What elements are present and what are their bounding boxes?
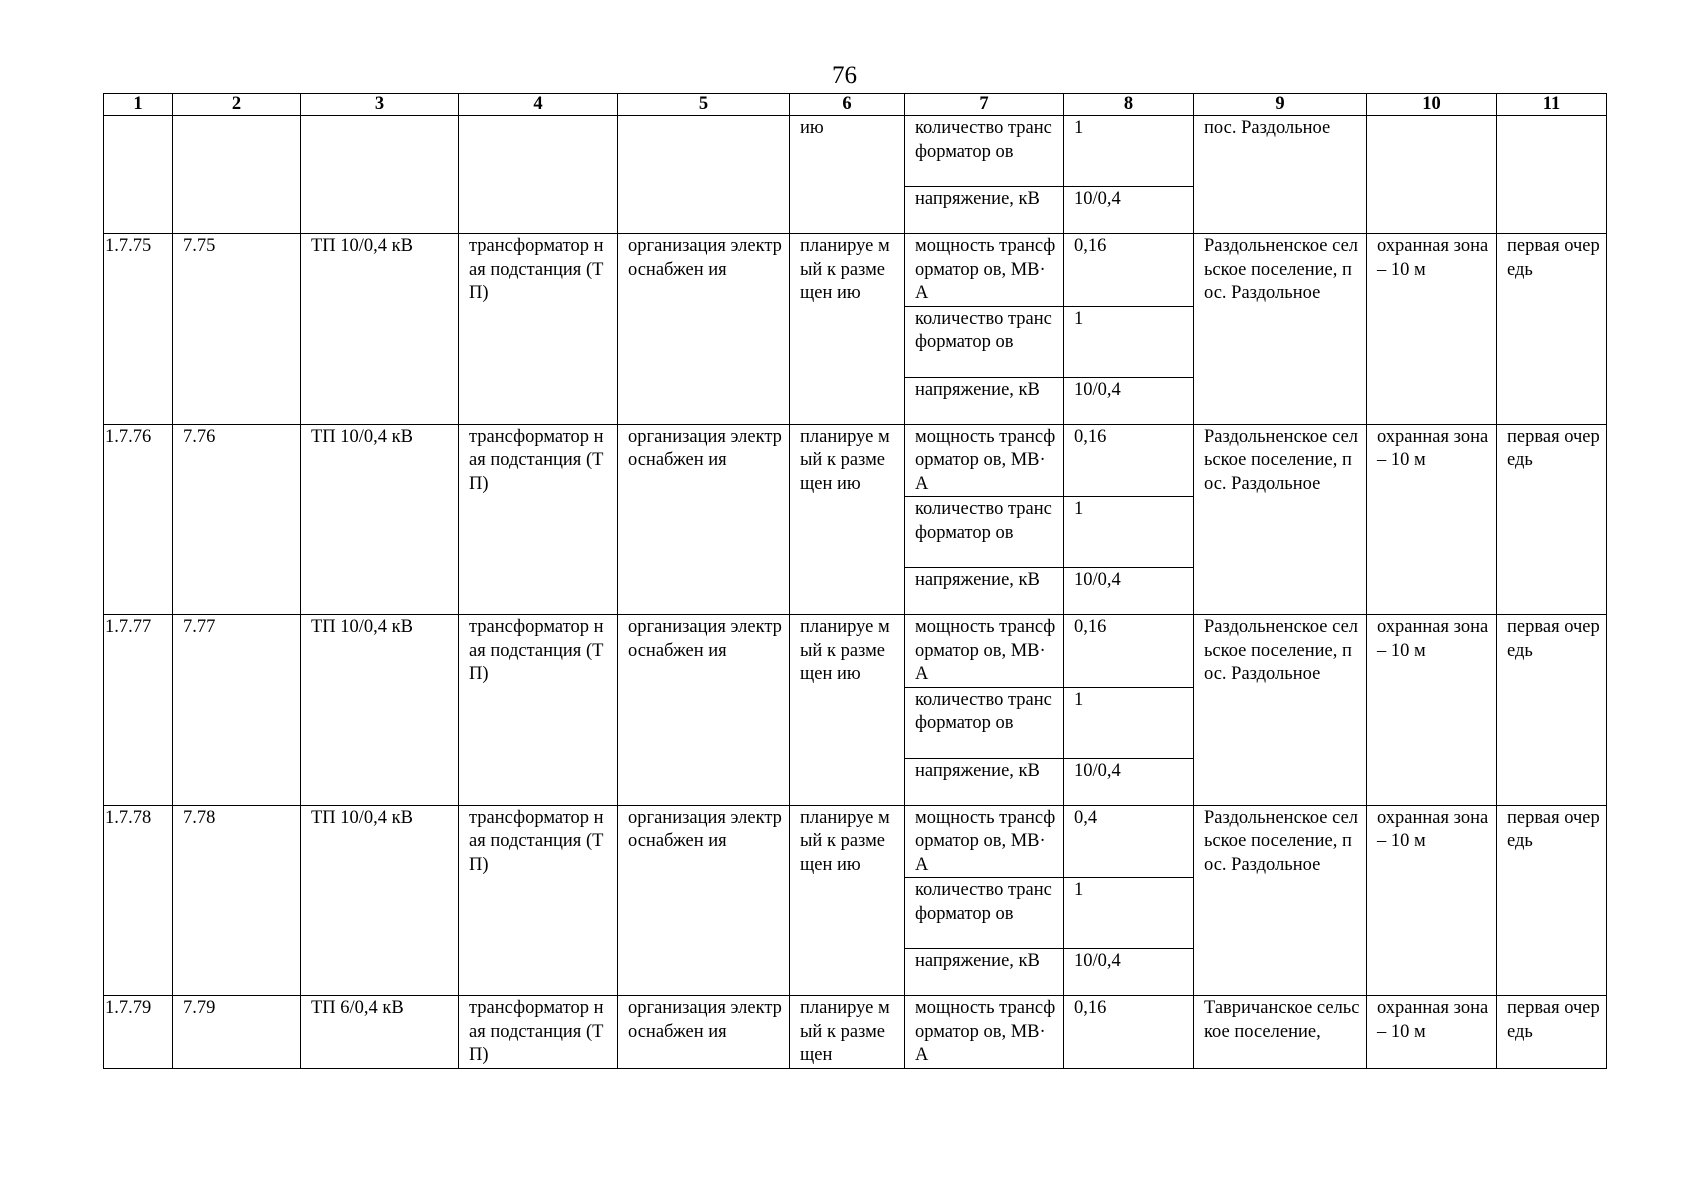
table-cell	[104, 116, 173, 234]
parameter-value: 10/0,4	[1064, 758, 1194, 805]
parameter-value: 1	[1064, 116, 1194, 187]
zone-cell: охранная зона – 10 м	[1367, 615, 1497, 806]
name-cell: ТП 10/0,4 кВ	[301, 234, 459, 425]
parameter-value: 10/0,4	[1064, 187, 1194, 234]
stage-cell: первая очередь	[1497, 615, 1607, 806]
item-number: 1.7.76	[104, 424, 173, 615]
column-header: 8	[1064, 94, 1194, 116]
parameter-value: 0,16	[1064, 996, 1194, 1069]
name-cell: ТП 10/0,4 кВ	[301, 615, 459, 806]
parameter-name: напряжение, кВ	[905, 949, 1064, 996]
location-cell: Раздольненское сельское поселение, пос. Раздольное	[1194, 805, 1367, 996]
parameter-value: 0,16	[1064, 424, 1194, 497]
location-cell: Раздольненское сельское поселение, пос. Раздольное	[1194, 615, 1367, 806]
table-row	[104, 234, 1607, 307]
table-cell	[618, 116, 790, 234]
location-cell: Раздольненское сельское поселение, пос. Раздольное	[1194, 234, 1367, 425]
column-header: 6	[790, 94, 905, 116]
name-cell: ТП 6/0,4 кВ	[301, 996, 459, 1069]
item-number: 1.7.79	[104, 996, 173, 1069]
column-header: 3	[301, 94, 459, 116]
zone-cell: охранная зона – 10 м	[1367, 234, 1497, 425]
purpose-cell: организация электроснабжен ия	[618, 234, 790, 425]
column-number-row	[104, 94, 1607, 116]
type-cell: трансформатор ная подстанция (ТП)	[459, 805, 618, 996]
parameter-name: мощность трансформатор ов, МВ·А	[905, 615, 1064, 688]
parameter-name: напряжение, кВ	[905, 187, 1064, 234]
purpose-cell: организация электроснабжен ия	[618, 805, 790, 996]
zone-cell: охранная зона – 10 м	[1367, 424, 1497, 615]
parameter-value: 0,16	[1064, 615, 1194, 688]
stage-cell: первая очередь	[1497, 996, 1607, 1069]
code-cell: 7.76	[173, 424, 301, 615]
parameter-value: 0,16	[1064, 234, 1194, 307]
parameter-value: 0,4	[1064, 805, 1194, 878]
column-header: 1	[104, 94, 173, 116]
code-cell: 7.78	[173, 805, 301, 996]
status-cell: планируе мый к размещен ию	[790, 424, 905, 615]
zone-cell: охранная зона – 10 м	[1367, 805, 1497, 996]
parameter-name: количество трансформатор ов	[905, 116, 1064, 187]
facilities-table	[103, 93, 1607, 1069]
parameter-value: 10/0,4	[1064, 568, 1194, 615]
column-header: 7	[905, 94, 1064, 116]
parameter-name: количество трансформатор ов	[905, 687, 1064, 758]
item-number: 1.7.75	[104, 234, 173, 425]
parameter-name: напряжение, кВ	[905, 758, 1064, 805]
name-cell: ТП 10/0,4 кВ	[301, 805, 459, 996]
column-header: 10	[1367, 94, 1497, 116]
zone-cell: охранная зона – 10 м	[1367, 996, 1497, 1069]
type-cell: трансформатор ная подстанция (ТП)	[459, 424, 618, 615]
status-cell: планируе мый к размещен ию	[790, 805, 905, 996]
status-cell: ию	[790, 116, 905, 234]
parameter-value: 10/0,4	[1064, 949, 1194, 996]
table-cell	[459, 116, 618, 234]
location-cell: Тавричанское сельское поселение,	[1194, 996, 1367, 1069]
page-number: 76	[832, 62, 857, 89]
code-cell: 7.77	[173, 615, 301, 806]
purpose-cell: организация электроснабжен ия	[618, 615, 790, 806]
code-cell: 7.79	[173, 996, 301, 1069]
status-cell: планируе мый к размещен ию	[790, 234, 905, 425]
parameter-name: количество трансформатор ов	[905, 878, 1064, 949]
location-cell: пос. Раздольное	[1194, 116, 1367, 234]
stage-cell: первая очередь	[1497, 424, 1607, 615]
column-header: 9	[1194, 94, 1367, 116]
stage-cell: первая очередь	[1497, 805, 1607, 996]
parameter-name: мощность трансформатор ов, МВ·А	[905, 805, 1064, 878]
parameter-name: количество трансформатор ов	[905, 306, 1064, 377]
table-row	[104, 805, 1607, 878]
column-header: 11	[1497, 94, 1607, 116]
parameter-value: 1	[1064, 306, 1194, 377]
table-row	[104, 424, 1607, 497]
parameter-value: 1	[1064, 687, 1194, 758]
parameter-value: 10/0,4	[1064, 377, 1194, 424]
parameter-value: 1	[1064, 878, 1194, 949]
continuation-row	[104, 116, 1607, 187]
table-cell	[173, 116, 301, 234]
item-number: 1.7.78	[104, 805, 173, 996]
purpose-cell: организация электроснабжен ия	[618, 424, 790, 615]
parameter-value: 1	[1064, 497, 1194, 568]
type-cell: трансформатор ная подстанция (ТП)	[459, 615, 618, 806]
parameter-name: мощность трансформатор ов, МВ·А	[905, 234, 1064, 307]
table-cell	[1497, 116, 1607, 234]
table-body	[104, 94, 1607, 1069]
status-cell: планируе мый к размещен ию	[790, 615, 905, 806]
parameter-name: мощность трансформатор ов, МВ·А	[905, 996, 1064, 1069]
column-header: 5	[618, 94, 790, 116]
column-header: 2	[173, 94, 301, 116]
parameter-name: мощность трансформатор ов, МВ·А	[905, 424, 1064, 497]
parameter-name: количество трансформатор ов	[905, 497, 1064, 568]
type-cell: трансформатор ная подстанция (ТП)	[459, 234, 618, 425]
item-number: 1.7.77	[104, 615, 173, 806]
parameter-name: напряжение, кВ	[905, 568, 1064, 615]
purpose-cell: организация электроснабжен ия	[618, 996, 790, 1069]
table-cell	[301, 116, 459, 234]
code-cell: 7.75	[173, 234, 301, 425]
stage-cell: первая очередь	[1497, 234, 1607, 425]
parameter-name: напряжение, кВ	[905, 377, 1064, 424]
location-cell: Раздольненское сельское поселение, пос. Раздольное	[1194, 424, 1367, 615]
column-header: 4	[459, 94, 618, 116]
table-row	[104, 996, 1607, 1069]
status-cell: планируе мый к размещен	[790, 996, 905, 1069]
name-cell: ТП 10/0,4 кВ	[301, 424, 459, 615]
type-cell: трансформатор ная подстанция (ТП)	[459, 996, 618, 1069]
table-cell	[1367, 116, 1497, 234]
table-row	[104, 615, 1607, 688]
